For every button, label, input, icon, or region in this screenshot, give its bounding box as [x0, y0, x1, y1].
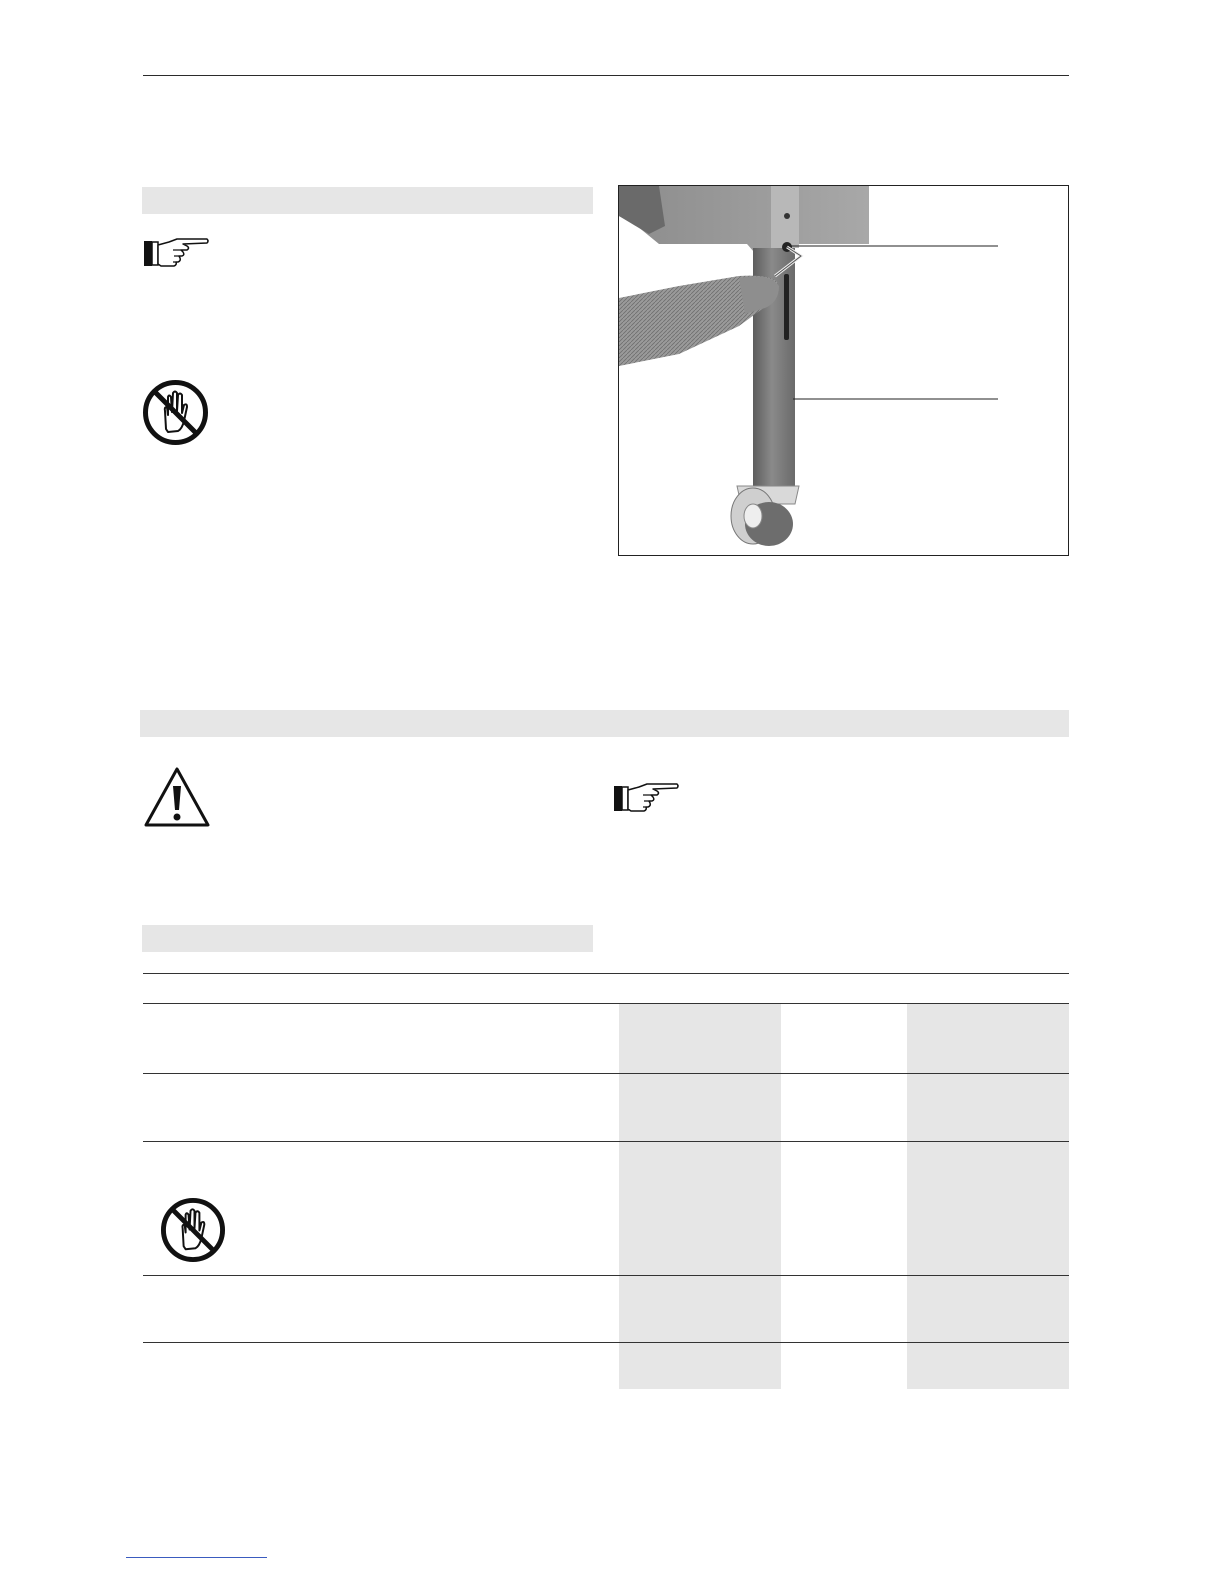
pointing-hand-icon — [613, 781, 679, 815]
table-row-rule — [143, 1003, 1069, 1004]
section-heading-band-3 — [142, 925, 593, 952]
table-top-rule — [143, 973, 1069, 974]
table-row-rule — [143, 1141, 1069, 1142]
header-rule — [143, 75, 1069, 76]
table-row-rule — [143, 1342, 1069, 1343]
table-column-shade — [619, 1004, 781, 1389]
no-gloves-icon — [142, 379, 209, 446]
pointing-hand-icon — [143, 236, 209, 270]
table-column-shade — [907, 1004, 1069, 1389]
section-heading-band-1 — [142, 187, 593, 214]
table-row-rule — [143, 1073, 1069, 1074]
footer-link-underline[interactable] — [126, 1557, 267, 1558]
photo-adjustable-leg — [618, 185, 1069, 556]
warning-triangle-icon — [143, 766, 211, 828]
no-gloves-icon — [160, 1197, 226, 1263]
table-row-rule — [143, 1275, 1069, 1276]
section-heading-band-2 — [140, 710, 1069, 737]
